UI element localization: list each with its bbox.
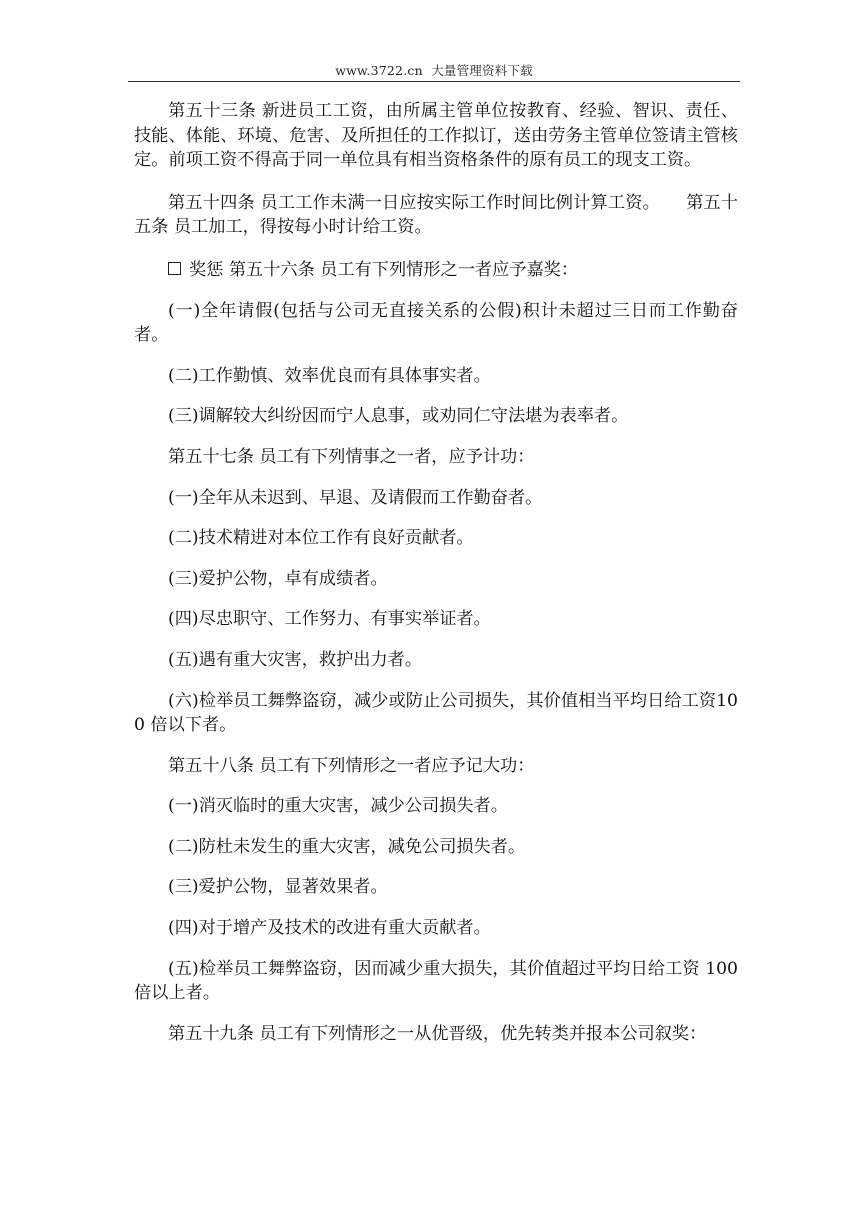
list-item: (一)全年请假(包括与公司无直接关系的公假)积计未超过三日而工作勤奋者。 (134, 300, 738, 346)
list-item: (五)遇有重大灾害，救护出力者。 (168, 649, 423, 670)
list-item: (六)检举员工舞弊盗窃，减少或防止公司损失，其价值相当平均日给工资100 倍以下者。 (134, 690, 738, 736)
article-53: 第五十三条 新进员工工资，由所属主管单位按教育、经验、智识、责任、技能、体能、环境、危害、及所担任的工作拟订，送由劳务主管单位签请主管核定。前项工资不得高于同一单位具有相当资格条件的原有员工的现支工资。 (134, 101, 738, 171)
list-item: (三)调解较大纠纷因而宁人息事，或劝同仁守法堪为表率者。 (168, 406, 629, 427)
list-item: (一)全年从未迟到、早退、及请假而工作勤奋者。 (168, 487, 543, 508)
list-item: (四)尽忠职守、工作努力、有事实举证者。 (168, 609, 491, 630)
document-body (134, 99, 738, 1062)
article-59: 第五十九条 员工有下列情形之一从优晋级，优先转类并报本公司叙奖： (168, 1023, 707, 1044)
article-58: 第五十八条 员工有下列情形之一者应予记大功： (168, 755, 535, 776)
list-item: (二)工作勤慎、效率优良而有具体事实者。 (168, 365, 491, 386)
header-tagline: 大量管理资料下载 (431, 63, 533, 78)
checkbox-icon (168, 262, 181, 275)
list-item: (二)技术精进对本位工作有良好贡献者。 (168, 528, 474, 549)
header-site-link[interactable]: www.3722.cn (335, 63, 423, 78)
section-rewards-text: 奖惩 第五十六条 员工有下列情形之一者应予嘉奖： (189, 259, 579, 280)
page-header (128, 62, 740, 80)
list-item: (二)防杜未发生的重大灾害，减免公司损失者。 (168, 836, 526, 857)
list-item: (五)检举员工舞弊盗窃，因而减少重大损失，其价值超过平均日给工资 100 倍以上者。 (134, 958, 738, 1004)
article-54-55: 第五十四条 员工工作未满一日应按实际工作时间比例计算工资。 第五十五条 员工加工，得按每小时计给工资。 (134, 192, 738, 238)
header-spacer (423, 63, 431, 78)
list-item: (一)消灭临时的重大灾害，减少公司损失者。 (168, 796, 508, 817)
header-rule (128, 81, 740, 82)
list-item: (四)对于增产及技术的改进有重大贡献者。 (168, 918, 491, 939)
section-rewards (134, 258, 738, 283)
list-item: (三)爱护公物，显著效果者。 (168, 877, 388, 898)
article-57: 第五十七条 员工有下列情事之一者，应予计功： (168, 446, 535, 467)
list-item: (三)爱护公物，卓有成绩者。 (168, 568, 388, 589)
